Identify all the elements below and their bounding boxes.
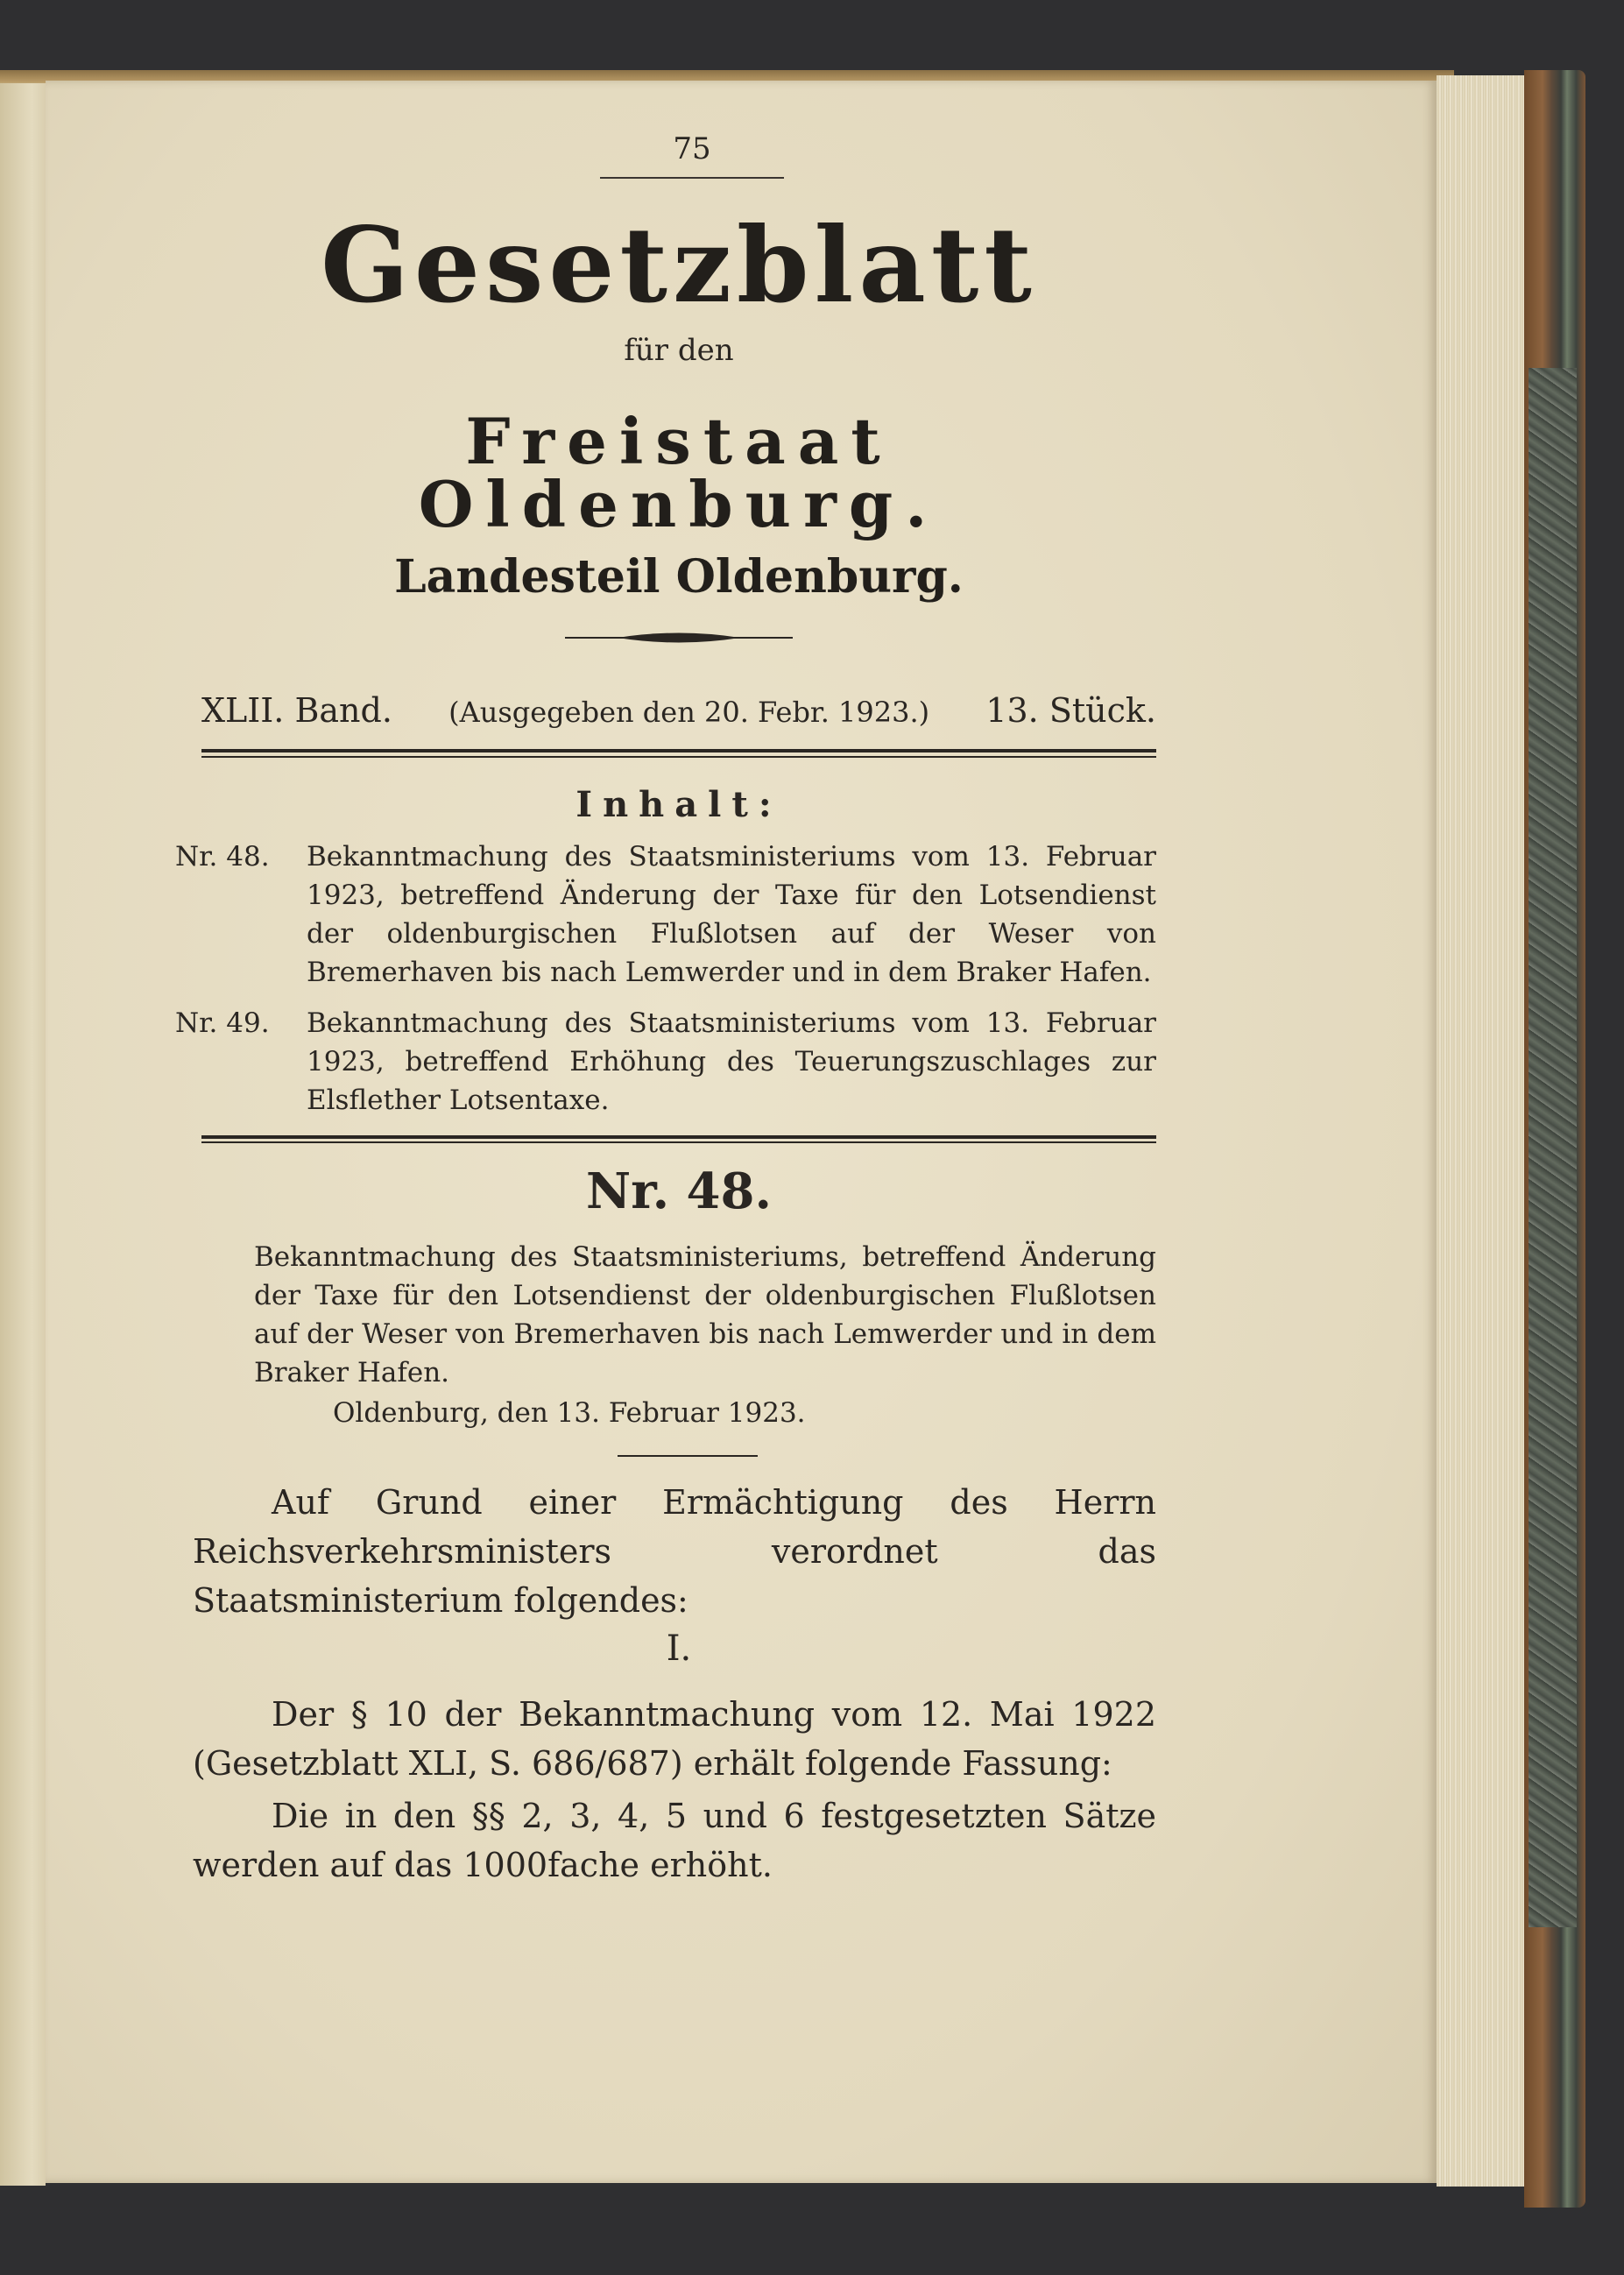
preamble: Auf Grund einer Ermächtigung des Herrn Reichsverkehrsministers verordnet das Staatsministerium folgendes: [193,1483,1156,1620]
part-label: 13. Stück. [985,691,1156,730]
issue-line [201,691,1156,730]
contents-entry-number: Nr. 48. [175,841,270,873]
contents-entry [175,837,1156,992]
contents-heading: Inhalt: [575,784,782,825]
volume-label: XLII. Band. [201,691,392,730]
paragraph: Die in den §§ 2, 3, 4, 5 und 6 festgesetzten Sätze werden auf das 1000fache erhöht. [193,1797,1156,1884]
header-double-rule [201,749,1156,758]
page-content [175,131,1156,1890]
page-number: 75 [673,131,711,166]
contents-entry [175,1004,1156,1120]
place-date: Oldenburg, den 13. Februar 1923. [333,1397,806,1429]
marbled-cover [1529,368,1577,1927]
page-block-edges [1437,75,1524,2187]
section-heading: Nr. 48. [586,1162,772,1220]
contents-entry-text: Bekanntmachung des Staatsministeriums vom 13. Februar 1923, betreffend Änderung der Taxe für den Lotsendienst der oldenburgischen Flußlotsen auf der Weser von Bremerhaven bis nach Lemwerder und in dem Braker Hafen. [307,841,1156,988]
gazette-subtitle: für den [624,333,734,368]
article-number: I. [666,1629,692,1669]
page-number-rule [600,177,784,179]
announcement-title [193,1238,1156,1392]
short-divider [618,1455,758,1457]
left-page-edge [0,83,46,2186]
gazette-title: Gesetzblatt [321,204,1037,326]
paragraph: Der § 10 der Bekanntmachung vom 12. Mai 1922 (Gesetzblatt XLI, S. 686/687) erhält folgende Fassung: [193,1695,1156,1783]
region-name: Landesteil Oldenburg. [394,550,964,604]
contents-entry-number: Nr. 49. [175,1007,270,1039]
ornament-divider [565,630,793,646]
state-name: Freistaat Oldenburg. [418,404,940,541]
issue-date: (Ausgegeben den 20. Febr. 1923.) [448,696,930,729]
contents-entry-text: Bekanntmachung des Staatsministeriums vom 13. Februar 1923, betreffend Erhöhung des Teuerungszuschlages zur Elsflether Lotsentaxe. [307,1007,1156,1116]
announcement-text: Bekanntmachung des Staatsministeriums, betreffend Änderung der Taxe für den Lotsendienst der oldenburgischen Flußlotsen auf der Weser von Bremerhaven bis nach Lemwerder und in dem Braker Hafen. [254,1241,1156,1388]
contents-double-rule [201,1135,1156,1143]
